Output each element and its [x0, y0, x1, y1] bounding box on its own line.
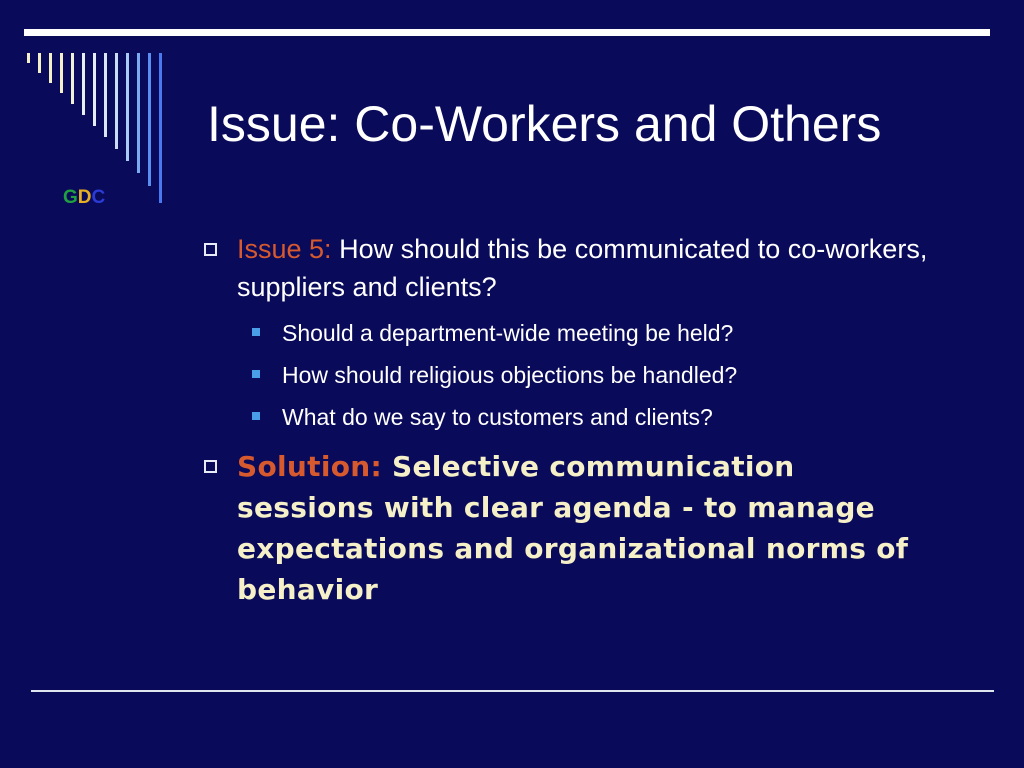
stripe	[148, 53, 151, 186]
filled-square-bullet-icon	[252, 412, 260, 420]
bullet-solution	[200, 446, 940, 610]
logo-letter-g: G	[63, 187, 78, 208]
filled-square-bullet-icon	[252, 370, 260, 378]
stripe	[38, 53, 41, 73]
filled-square-bullet-icon	[252, 328, 260, 336]
sub-bullet-item	[237, 312, 940, 354]
gdc-logo	[63, 187, 105, 209]
solution-label: Solution:	[237, 450, 382, 483]
sub-bullet-text: What do we say to customers and clients?	[282, 404, 713, 430]
issue-text: How should this be communicated to co-workers, suppliers and clients?	[237, 234, 928, 302]
stripe	[27, 53, 30, 63]
stripe	[60, 53, 63, 93]
solution-text: Selective communication sessions with clear agenda - to manage expectations and organizational norms of behavior	[237, 450, 909, 606]
sub-bullet-item	[237, 396, 940, 438]
stripe	[93, 53, 96, 126]
sub-bullet-text: Should a department-wide meeting be held?	[282, 320, 734, 346]
hollow-square-bullet-icon	[204, 460, 217, 473]
sub-bullet-list	[237, 312, 940, 438]
slide-title: Issue: Co-Workers and Others	[207, 96, 882, 152]
stripe	[115, 53, 118, 149]
stripe	[49, 53, 52, 83]
stripe	[82, 53, 85, 115]
hollow-square-bullet-icon	[204, 243, 217, 256]
stripe	[137, 53, 140, 173]
bullet-issue-5	[200, 230, 940, 438]
sub-bullet-item	[237, 354, 940, 396]
issue-label: Issue 5:	[237, 234, 332, 264]
bottom-rule	[31, 690, 994, 692]
slide-body	[200, 230, 940, 610]
logo-letter-c: C	[91, 187, 106, 208]
logo-letter-d: D	[77, 187, 92, 208]
stripe	[159, 53, 162, 203]
stripe	[126, 53, 129, 161]
stripe	[71, 53, 74, 104]
sub-bullet-text: How should religious objections be handled?	[282, 362, 738, 388]
stripe	[104, 53, 107, 137]
